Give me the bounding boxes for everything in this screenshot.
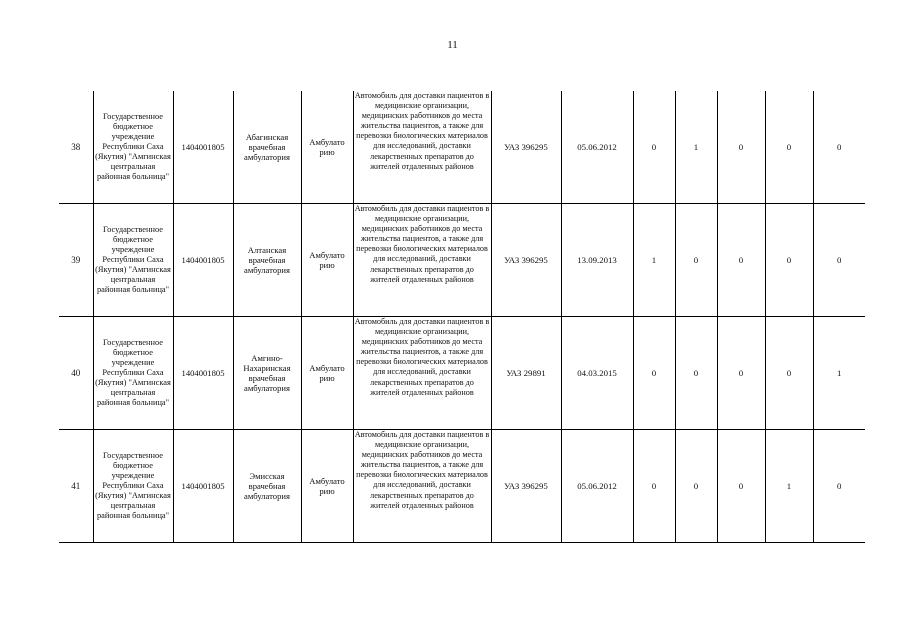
table-row xyxy=(59,317,865,430)
inn-cell: 1404001805 xyxy=(173,430,233,543)
date-cell: 04.03.2015 xyxy=(561,317,633,430)
unit-cell: Эмисская врачебная амбулатория xyxy=(233,430,301,543)
vehicle-table xyxy=(59,91,865,543)
count-cell-1: 0 xyxy=(633,91,675,204)
inn-cell: 1404001805 xyxy=(173,317,233,430)
count-cell-2: 0 xyxy=(675,317,717,430)
vehicle-model-cell: УАЗ 29891 xyxy=(491,317,561,430)
table-row xyxy=(59,430,865,543)
count-cell-3: 0 xyxy=(717,317,765,430)
count-cell-3: 0 xyxy=(717,430,765,543)
count-cell-2: 0 xyxy=(675,430,717,543)
count-cell-4: 1 xyxy=(765,430,813,543)
vehicle-model-cell: УАЗ 396295 xyxy=(491,91,561,204)
inn-cell: 1404001805 xyxy=(173,91,233,204)
count-cell-1: 0 xyxy=(633,317,675,430)
type-cell: Амбулато рию xyxy=(301,91,353,204)
date-cell: 05.06.2012 xyxy=(561,430,633,543)
unit-cell: Амгино-Нахаринская врачебная амбулатория xyxy=(233,317,301,430)
count-cell-5: 0 xyxy=(813,204,865,317)
row-number: 39 xyxy=(59,204,93,317)
type-cell: Амбулато рию xyxy=(301,317,353,430)
count-cell-2: 0 xyxy=(675,204,717,317)
type-cell: Амбулато рию xyxy=(301,430,353,543)
purpose-cell: Автомобиль для доставки пациентов в медицинские организации, медицинских работников до места жительства пациентов, а также для перевозки биологических материалов для исследований, доставки лекарственных препаратов до жителей отдаленных районов xyxy=(353,91,491,204)
count-cell-1: 1 xyxy=(633,204,675,317)
date-cell: 05.06.2012 xyxy=(561,91,633,204)
count-cell-5: 0 xyxy=(813,91,865,204)
row-number: 41 xyxy=(59,430,93,543)
organization-cell: Государственное бюджетное учреждение Республики Саха (Якутия) "Амгинская центральная районная больница" xyxy=(93,430,173,543)
type-cell: Амбулато рию xyxy=(301,204,353,317)
purpose-cell: Автомобиль для доставки пациентов в медицинские организации, медицинских работников до места жительства пациентов, а также для перевозки биологических материалов для исследований, доставки лекарственных препаратов до жителей отдаленных районов xyxy=(353,204,491,317)
page-number: 11 xyxy=(447,39,458,51)
purpose-cell: Автомобиль для доставки пациентов в медицинские организации, медицинских работников до места жительства пациентов, а также для перевозки биологических материалов для исследований, доставки лекарственных препаратов до жителей отдаленных районов xyxy=(353,430,491,543)
count-cell-4: 0 xyxy=(765,204,813,317)
date-cell: 13.09.2013 xyxy=(561,204,633,317)
count-cell-1: 0 xyxy=(633,430,675,543)
row-number: 40 xyxy=(59,317,93,430)
purpose-cell: Автомобиль для доставки пациентов в медицинские организации, медицинских работников до места жительства пациентов, а также для перевозки биологических материалов для исследований, доставки лекарственных препаратов до жителей отдаленных районов xyxy=(353,317,491,430)
inn-cell: 1404001805 xyxy=(173,204,233,317)
unit-cell: Алтанская врачебная амбулатория xyxy=(233,204,301,317)
count-cell-3: 0 xyxy=(717,91,765,204)
row-number: 38 xyxy=(59,91,93,204)
vehicle-model-cell: УАЗ 396295 xyxy=(491,430,561,543)
table-body xyxy=(59,91,865,543)
organization-cell: Государственное бюджетное учреждение Республики Саха (Якутия) "Амгинская центральная районная больница" xyxy=(93,91,173,204)
count-cell-2: 1 xyxy=(675,91,717,204)
unit-cell: Абагинская врачебная амбулатория xyxy=(233,91,301,204)
vehicle-model-cell: УАЗ 396295 xyxy=(491,204,561,317)
count-cell-4: 0 xyxy=(765,317,813,430)
organization-cell: Государственное бюджетное учреждение Республики Саха (Якутия) "Амгинская центральная районная больница" xyxy=(93,317,173,430)
count-cell-5: 0 xyxy=(813,430,865,543)
table-row xyxy=(59,91,865,204)
count-cell-4: 0 xyxy=(765,91,813,204)
organization-cell: Государственное бюджетное учреждение Республики Саха (Якутия) "Амгинская центральная районная больница" xyxy=(93,204,173,317)
count-cell-5: 1 xyxy=(813,317,865,430)
count-cell-3: 0 xyxy=(717,204,765,317)
table-row xyxy=(59,204,865,317)
